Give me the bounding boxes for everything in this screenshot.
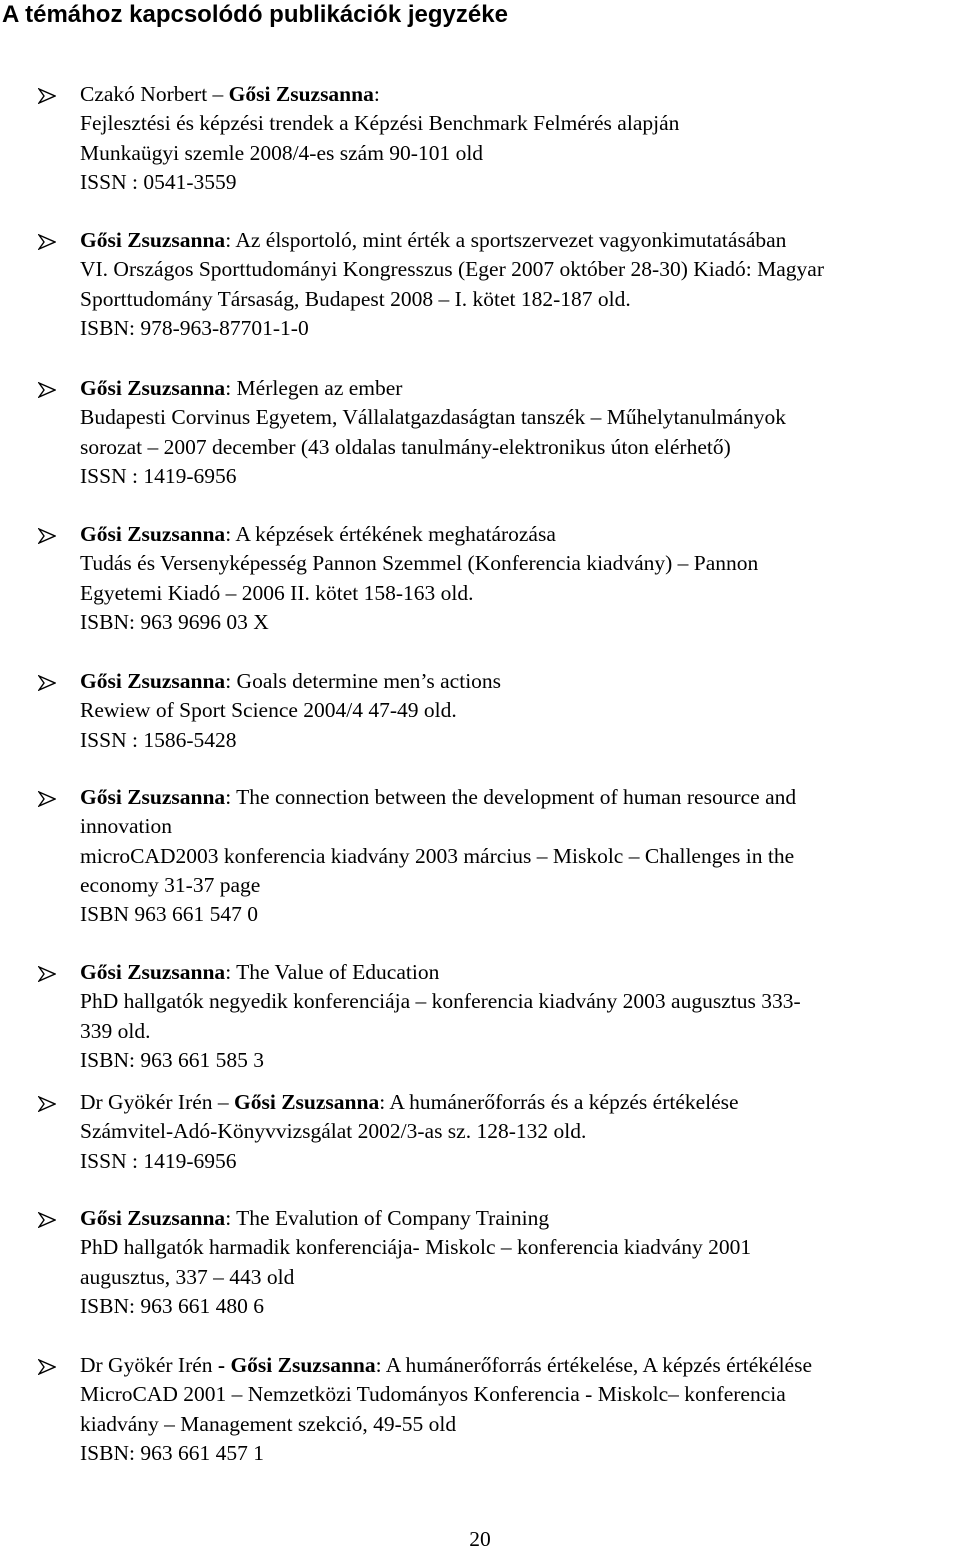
publication-title: : Mérlegen az ember (225, 376, 403, 400)
author-name: Gősi Zsuzsanna (80, 228, 226, 252)
publication-detail-line: MicroCAD 2001 – Nemzetközi Tudományos Konferencia - Miskolc– konferencia (80, 1382, 786, 1407)
author-name: Gősi Zsuzsanna (80, 376, 226, 400)
publication-heading-line (80, 374, 940, 403)
publication-title: : Az élsportoló, mint érték a sportszervezet vagyonkimutatásában (225, 228, 787, 252)
publication-detail-line: microCAD2003 konferencia kiadvány 2003 március – Miskolc – Challenges in the (80, 843, 795, 868)
publication-detail-line: innovation (80, 814, 172, 839)
arrowhead-bullet-icon (38, 1212, 56, 1228)
arrowhead-bullet-icon (38, 966, 56, 982)
author-name: Gősi Zsuzsanna (80, 785, 226, 809)
publication-heading-line (80, 1088, 940, 1117)
arrowhead-bullet-icon (38, 675, 56, 691)
publication-detail-line: PhD hallgatók negyedik konferenciája – konferencia kiadvány 2003 augusztus 333- (80, 989, 801, 1014)
page-number: 20 (469, 1527, 491, 1551)
publication-detail-line: ISBN: 978-963-87701-1-0 (80, 315, 309, 340)
author-name: Gősi Zsuzsanna (80, 960, 226, 984)
publication-text (80, 520, 940, 637)
publication-detail-line: Fejlesztési és képzési trendek a Képzési Benchmark Felmérés alapján (80, 111, 680, 136)
publication-title: : Goals determine men’s actions (225, 669, 502, 693)
publication-heading-line (80, 520, 940, 549)
publication-title: : A humánerőforrás és a képzés értékelése (379, 1090, 739, 1114)
publication-detail-line: kiadvány – Management szekció, 49-55 old (80, 1411, 457, 1436)
publication-detail-line: ISSN : 1419-6956 (80, 463, 237, 488)
publication-detail-line: Rewiew of Sport Science 2004/4 47-49 old. (80, 698, 457, 723)
publication-detail-line: economy 31-37 page (80, 872, 261, 897)
author-name: - Gősi Zsuzsanna (217, 1353, 376, 1377)
arrowhead-bullet-icon (38, 1359, 56, 1375)
author-name: Gősi Zsuzsanna (80, 1206, 226, 1230)
publication-title: : The Evalution of Company Training (225, 1206, 550, 1230)
publication-detail-line: Budapesti Corvinus Egyetem, Vállalatgazdaságtan tanszék – Műhelytanulmányok (80, 405, 786, 430)
publication-detail-line: ISBN: 963 661 585 3 (80, 1047, 264, 1072)
arrowhead-bullet-icon (38, 382, 56, 398)
publication-heading-line (80, 226, 940, 255)
publication-detail-line: VI. Országos Sporttudományi Kongresszus (Eger 2007 október 28-30) Kiadó: Magyar (80, 257, 824, 282)
publication-text (80, 1088, 940, 1176)
publication-detail-line: Egyetemi Kiadó – 2006 II. kötet 158-163 old. (80, 580, 474, 605)
publication-title: : The connection between the development of human resource and (225, 785, 797, 809)
arrowhead-bullet-icon (38, 528, 56, 544)
publication-heading-line (80, 80, 940, 109)
publication-title: : The Value of Education (225, 960, 440, 984)
publication-heading-line (80, 958, 940, 987)
author-name: Gősi Zsuzsanna (228, 82, 374, 106)
publication-heading-line (80, 1351, 940, 1380)
publication-detail-line: augusztus, 337 – 443 old (80, 1264, 295, 1289)
arrowhead-bullet-icon (38, 234, 56, 250)
publication-detail-line: ISSN : 0541-3559 (80, 169, 237, 194)
publication-text (80, 958, 940, 1075)
publication-detail-line: Számvitel-Adó-Könyvvizsgálat 2002/3-as sz. 128-132 old. (80, 1119, 587, 1144)
publication-text (80, 226, 940, 343)
arrowhead-bullet-icon (38, 88, 56, 104)
publication-text (80, 374, 940, 491)
publication-detail-line: ISSN : 1586-5428 (80, 727, 237, 752)
arrowhead-bullet-icon (38, 1096, 56, 1112)
publication-detail-line: 339 old. (80, 1018, 151, 1043)
publication-text (80, 80, 940, 197)
publication-title: : (373, 82, 380, 106)
publication-detail-line: PhD hallgatók harmadik konferenciája- Miskolc – konferencia kiadvány 2001 (80, 1235, 752, 1260)
publication-detail-line: ISBN: 963 9696 03 X (80, 609, 269, 634)
publication-detail-line: sorozat – 2007 december (43 oldalas tanulmány-elektronikus úton elérhető) (80, 434, 731, 459)
publication-detail-line: ISSN : 1419-6956 (80, 1148, 237, 1173)
publication-title: : A humánerőforrás értékelése, A képzés értékélése (375, 1353, 813, 1377)
co-author: Dr Gyökér Irén (80, 1353, 218, 1377)
publication-detail-line: Tudás és Versenyképesség Pannon Szemmel (Konferencia kiadvány) – Pannon (80, 551, 759, 576)
publication-text (80, 1204, 940, 1321)
author-name: Gősi Zsuzsanna (80, 522, 226, 546)
author-name: Gősi Zsuzsanna (80, 669, 226, 693)
publication-detail-line: Sporttudomány Társaság, Budapest 2008 – I. kötet 182-187 old. (80, 286, 631, 311)
publication-heading-line (80, 1204, 940, 1233)
publication-detail-line: ISBN 963 661 547 0 (80, 902, 258, 927)
arrowhead-bullet-icon (38, 791, 56, 807)
publication-text (80, 667, 940, 755)
author-name: Gősi Zsuzsanna (234, 1090, 380, 1114)
publication-text (80, 1351, 940, 1468)
co-author: Czakó Norbert – (80, 82, 229, 106)
publication-heading-line (80, 783, 940, 812)
publication-title: : A képzések értékének meghatározása (225, 522, 556, 546)
co-author: Dr Gyökér Irén – (80, 1090, 235, 1114)
publication-heading-line (80, 667, 940, 696)
publication-detail-line: Munkaügyi szemle 2008/4-es szám 90-101 old (80, 140, 484, 165)
publication-detail-line: ISBN: 963 661 480 6 (80, 1293, 264, 1318)
page-title: A témához kapcsolódó publikációk jegyzéke (2, 1, 508, 28)
publication-text (80, 783, 940, 929)
publication-detail-line: ISBN: 963 661 457 1 (80, 1440, 264, 1465)
